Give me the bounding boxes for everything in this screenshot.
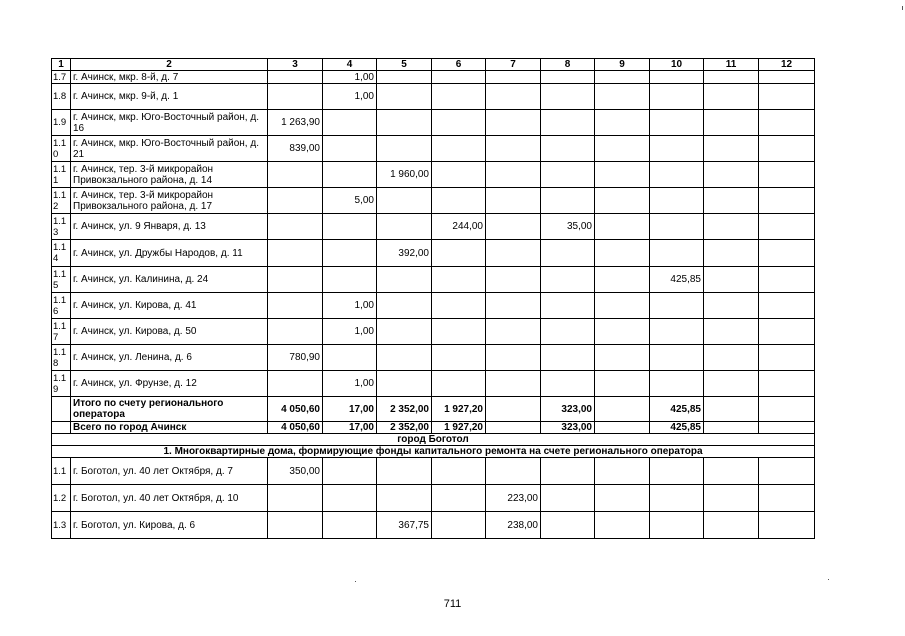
- value-cell-col-10: [650, 162, 704, 188]
- value-cell-col-7: [486, 458, 541, 485]
- table-row: [52, 188, 815, 214]
- value-cell-col-4: [323, 345, 377, 371]
- value-cell-col-3: [268, 240, 323, 267]
- value-cell-col-11: [704, 110, 759, 136]
- address-cell: г. Ачинск, ул. Кирова, д. 50: [71, 319, 268, 345]
- section-heading-row: [52, 446, 815, 458]
- value-cell-col-11: [704, 485, 759, 512]
- value-cell-col-4: 17,00: [323, 397, 377, 422]
- value-cell-col-3: 4 050,60: [268, 422, 323, 434]
- value-cell-col-8: [541, 162, 595, 188]
- value-cell-col-5: 1 960,00: [377, 162, 432, 188]
- value-cell-col-12: [759, 214, 815, 240]
- value-cell-col-8: 323,00: [541, 397, 595, 422]
- address-cell: Всего по город Ачинск: [71, 422, 268, 434]
- column-header-9: 9: [595, 59, 650, 71]
- value-cell-col-9: [595, 512, 650, 539]
- value-cell-col-8: [541, 267, 595, 293]
- column-header-5: 5: [377, 59, 432, 71]
- value-cell-col-6: 1 927,20: [432, 422, 486, 434]
- scan-mark: [828, 579, 829, 580]
- value-cell-col-12: [759, 319, 815, 345]
- column-header-10: 10: [650, 59, 704, 71]
- value-cell-col-3: 350,00: [268, 458, 323, 485]
- value-cell-col-7: [486, 162, 541, 188]
- value-cell-col-12: [759, 110, 815, 136]
- value-cell-col-8: [541, 188, 595, 214]
- value-cell-col-11: [704, 293, 759, 319]
- value-cell-col-9: [595, 240, 650, 267]
- value-cell-col-7: [486, 71, 541, 84]
- value-cell-col-11: [704, 240, 759, 267]
- value-cell-col-6: [432, 162, 486, 188]
- value-cell-col-4: [323, 162, 377, 188]
- value-cell-col-3: 839,00: [268, 136, 323, 162]
- value-cell-col-9: [595, 71, 650, 84]
- address-cell: Итого по счету регионального оператора: [71, 397, 268, 422]
- value-cell-col-6: [432, 110, 486, 136]
- address-cell: г. Ачинск, тер. 3-й микрорайон Привокзального района, д. 17: [71, 188, 268, 214]
- value-cell-col-5: [377, 293, 432, 319]
- table-row: [52, 267, 815, 293]
- value-cell-col-6: [432, 71, 486, 84]
- row-index-cell: 1.1 8: [52, 345, 71, 371]
- row-index-cell: 1.1 1: [52, 162, 71, 188]
- value-cell-col-5: 2 352,00: [377, 397, 432, 422]
- value-cell-col-5: [377, 345, 432, 371]
- value-cell-col-12: [759, 422, 815, 434]
- capital-repair-table: [51, 58, 815, 539]
- value-cell-col-9: [595, 371, 650, 397]
- value-cell-col-4: [323, 267, 377, 293]
- value-cell-col-6: [432, 240, 486, 267]
- value-cell-col-3: [268, 188, 323, 214]
- value-cell-col-9: [595, 293, 650, 319]
- row-index-cell: 1.1 3: [52, 214, 71, 240]
- value-cell-col-12: [759, 240, 815, 267]
- address-cell: г. Ачинск, ул. Кирова, д. 41: [71, 293, 268, 319]
- value-cell-col-8: [541, 71, 595, 84]
- value-cell-col-12: [759, 512, 815, 539]
- value-cell-col-3: [268, 214, 323, 240]
- value-cell-col-12: [759, 188, 815, 214]
- value-cell-col-7: [486, 188, 541, 214]
- value-cell-col-12: [759, 345, 815, 371]
- address-cell: г. Ачинск, ул. Фрунзе, д. 12: [71, 371, 268, 397]
- value-cell-col-10: [650, 240, 704, 267]
- table-row: [52, 110, 815, 136]
- value-cell-col-9: [595, 84, 650, 110]
- table-row: [52, 293, 815, 319]
- value-cell-col-6: [432, 319, 486, 345]
- value-cell-col-9: [595, 319, 650, 345]
- value-cell-col-4: 5,00: [323, 188, 377, 214]
- address-cell: г. Ачинск, мкр. Юго-Восточный район, д. 21: [71, 136, 268, 162]
- value-cell-col-3: [268, 293, 323, 319]
- value-cell-col-6: [432, 371, 486, 397]
- row-index-cell: [52, 397, 71, 422]
- value-cell-col-8: 323,00: [541, 422, 595, 434]
- value-cell-col-8: [541, 345, 595, 371]
- value-cell-col-6: [432, 84, 486, 110]
- value-cell-col-4: [323, 512, 377, 539]
- value-cell-col-8: [541, 293, 595, 319]
- address-cell: г. Ачинск, мкр. 8-й, д. 7: [71, 71, 268, 84]
- value-cell-col-7: [486, 84, 541, 110]
- value-cell-col-8: [541, 136, 595, 162]
- value-cell-col-3: [268, 267, 323, 293]
- value-cell-col-3: [268, 512, 323, 539]
- address-cell: г. Боготол, ул. 40 лет Октября, д. 7: [71, 458, 268, 485]
- value-cell-col-10: [650, 136, 704, 162]
- value-cell-col-7: [486, 136, 541, 162]
- value-cell-col-6: 244,00: [432, 214, 486, 240]
- value-cell-col-4: 1,00: [323, 371, 377, 397]
- value-cell-col-9: [595, 214, 650, 240]
- value-cell-col-8: [541, 84, 595, 110]
- column-header-6: 6: [432, 59, 486, 71]
- value-cell-col-8: [541, 240, 595, 267]
- table-row: [52, 485, 815, 512]
- value-cell-col-8: [541, 512, 595, 539]
- value-cell-col-5: 367,75: [377, 512, 432, 539]
- column-header-3: 3: [268, 59, 323, 71]
- city-heading-row: [52, 434, 815, 446]
- row-index-cell: 1.9: [52, 110, 71, 136]
- value-cell-col-10: [650, 188, 704, 214]
- address-cell: г. Боготол, ул. 40 лет Октября, д. 10: [71, 485, 268, 512]
- value-cell-col-9: [595, 422, 650, 434]
- column-number-header: [52, 59, 815, 71]
- value-cell-col-6: [432, 512, 486, 539]
- column-header-7: 7: [486, 59, 541, 71]
- value-cell-col-5: [377, 267, 432, 293]
- row-index-cell: 1.1 4: [52, 240, 71, 267]
- value-cell-col-5: [377, 371, 432, 397]
- value-cell-col-10: 425,85: [650, 267, 704, 293]
- address-cell: г. Ачинск, мкр. Юго-Восточный район, д. 16: [71, 110, 268, 136]
- row-index-cell: 1.1 2: [52, 188, 71, 214]
- value-cell-col-10: [650, 71, 704, 84]
- value-cell-col-7: [486, 371, 541, 397]
- value-cell-col-10: [650, 371, 704, 397]
- address-cell: г. Ачинск, ул. Дружбы Народов, д. 11: [71, 240, 268, 267]
- value-cell-col-11: [704, 71, 759, 84]
- value-cell-col-9: [595, 110, 650, 136]
- table-row: [52, 319, 815, 345]
- value-cell-col-7: [486, 293, 541, 319]
- value-cell-col-8: [541, 458, 595, 485]
- value-cell-col-7: 238,00: [486, 512, 541, 539]
- value-cell-col-3: 4 050,60: [268, 397, 323, 422]
- table-row: [52, 84, 815, 110]
- value-cell-col-4: 1,00: [323, 71, 377, 84]
- table-row: [52, 214, 815, 240]
- section-heading: 1. Многоквартирные дома, формирующие фонды капитального ремонта на счете регионального оператора: [52, 446, 815, 458]
- value-cell-col-7: 223,00: [486, 485, 541, 512]
- value-cell-col-11: [704, 162, 759, 188]
- value-cell-col-10: 425,85: [650, 397, 704, 422]
- column-header-4: 4: [323, 59, 377, 71]
- table-row: [52, 371, 815, 397]
- value-cell-col-4: 1,00: [323, 319, 377, 345]
- value-cell-col-6: 1 927,20: [432, 397, 486, 422]
- value-cell-col-5: [377, 188, 432, 214]
- value-cell-col-10: [650, 110, 704, 136]
- column-header-12: 12: [759, 59, 815, 71]
- value-cell-col-7: [486, 422, 541, 434]
- scan-mark: [902, 6, 903, 10]
- value-cell-col-10: [650, 293, 704, 319]
- value-cell-col-6: [432, 345, 486, 371]
- value-cell-col-12: [759, 485, 815, 512]
- value-cell-col-7: [486, 345, 541, 371]
- value-cell-col-11: [704, 512, 759, 539]
- value-cell-col-7: [486, 319, 541, 345]
- address-cell: г. Ачинск, ул. Калинина, д. 24: [71, 267, 268, 293]
- value-cell-col-8: [541, 110, 595, 136]
- value-cell-col-3: [268, 162, 323, 188]
- table-row: [52, 136, 815, 162]
- total-row: [52, 422, 815, 434]
- value-cell-col-12: [759, 397, 815, 422]
- value-cell-col-7: [486, 267, 541, 293]
- value-cell-col-9: [595, 162, 650, 188]
- table-row: [52, 71, 815, 84]
- scan-mark: [355, 581, 356, 582]
- value-cell-col-9: [595, 458, 650, 485]
- value-cell-col-5: [377, 319, 432, 345]
- address-cell: г. Ачинск, тер. 3-й микрорайон Привокзального района, д. 14: [71, 162, 268, 188]
- value-cell-col-6: [432, 267, 486, 293]
- value-cell-col-3: [268, 84, 323, 110]
- value-cell-col-5: [377, 110, 432, 136]
- value-cell-col-11: [704, 214, 759, 240]
- value-cell-col-4: [323, 485, 377, 512]
- value-cell-col-5: [377, 136, 432, 162]
- value-cell-col-11: [704, 397, 759, 422]
- value-cell-col-3: [268, 485, 323, 512]
- row-index-cell: 1.1 6: [52, 293, 71, 319]
- value-cell-col-6: [432, 136, 486, 162]
- document-table-container: [51, 58, 815, 539]
- value-cell-col-12: [759, 84, 815, 110]
- value-cell-col-3: 1 263,90: [268, 110, 323, 136]
- value-cell-col-11: [704, 458, 759, 485]
- value-cell-col-11: [704, 319, 759, 345]
- value-cell-col-3: [268, 319, 323, 345]
- address-cell: г. Ачинск, ул. 9 Января, д. 13: [71, 214, 268, 240]
- value-cell-col-5: [377, 84, 432, 110]
- value-cell-col-11: [704, 136, 759, 162]
- address-cell: г. Боготол, ул. Кирова, д. 6: [71, 512, 268, 539]
- table-row: [52, 512, 815, 539]
- value-cell-col-12: [759, 162, 815, 188]
- value-cell-col-4: 1,00: [323, 84, 377, 110]
- value-cell-col-8: 35,00: [541, 214, 595, 240]
- row-index-cell: 1.1 5: [52, 267, 71, 293]
- value-cell-col-7: [486, 240, 541, 267]
- value-cell-col-9: [595, 267, 650, 293]
- address-cell: г. Ачинск, мкр. 9-й, д. 1: [71, 84, 268, 110]
- value-cell-col-10: [650, 458, 704, 485]
- value-cell-col-4: [323, 458, 377, 485]
- value-cell-col-12: [759, 371, 815, 397]
- value-cell-col-7: [486, 214, 541, 240]
- value-cell-col-11: [704, 422, 759, 434]
- value-cell-col-12: [759, 458, 815, 485]
- value-cell-col-10: [650, 214, 704, 240]
- value-cell-col-11: [704, 84, 759, 110]
- value-cell-col-3: [268, 71, 323, 84]
- value-cell-col-12: [759, 71, 815, 84]
- table-body: [52, 59, 815, 539]
- value-cell-col-5: 392,00: [377, 240, 432, 267]
- value-cell-col-9: [595, 136, 650, 162]
- value-cell-col-8: [541, 319, 595, 345]
- value-cell-col-4: [323, 136, 377, 162]
- row-index-cell: 1.1: [52, 458, 71, 485]
- value-cell-col-6: [432, 293, 486, 319]
- value-cell-col-10: [650, 319, 704, 345]
- row-index-cell: [52, 422, 71, 434]
- value-cell-col-7: [486, 110, 541, 136]
- value-cell-col-12: [759, 136, 815, 162]
- value-cell-col-10: [650, 84, 704, 110]
- city-heading: город Боготол: [52, 434, 815, 446]
- value-cell-col-9: [595, 397, 650, 422]
- value-cell-col-4: [323, 110, 377, 136]
- value-cell-col-5: [377, 485, 432, 512]
- value-cell-col-11: [704, 345, 759, 371]
- page-number: 711: [443, 598, 462, 610]
- table-row: [52, 240, 815, 267]
- table-row: [52, 162, 815, 188]
- value-cell-col-4: [323, 240, 377, 267]
- value-cell-col-7: [486, 397, 541, 422]
- row-index-cell: 1.3: [52, 512, 71, 539]
- value-cell-col-12: [759, 293, 815, 319]
- value-cell-col-10: 425,85: [650, 422, 704, 434]
- column-header-8: 8: [541, 59, 595, 71]
- subtotal-row: [52, 397, 815, 422]
- value-cell-col-4: [323, 214, 377, 240]
- row-index-cell: 1.1 0: [52, 136, 71, 162]
- value-cell-col-6: [432, 485, 486, 512]
- value-cell-col-11: [704, 267, 759, 293]
- value-cell-col-8: [541, 371, 595, 397]
- value-cell-col-5: [377, 71, 432, 84]
- address-cell: г. Ачинск, ул. Ленина, д. 6: [71, 345, 268, 371]
- value-cell-col-11: [704, 188, 759, 214]
- value-cell-col-6: [432, 188, 486, 214]
- table-row: [52, 458, 815, 485]
- value-cell-col-12: [759, 267, 815, 293]
- row-index-cell: 1.2: [52, 485, 71, 512]
- table-row: [52, 345, 815, 371]
- value-cell-col-11: [704, 371, 759, 397]
- value-cell-col-4: 17,00: [323, 422, 377, 434]
- value-cell-col-10: [650, 485, 704, 512]
- value-cell-col-4: 1,00: [323, 293, 377, 319]
- column-header-11: 11: [704, 59, 759, 71]
- column-header-2: 2: [71, 59, 268, 71]
- value-cell-col-10: [650, 345, 704, 371]
- value-cell-col-9: [595, 485, 650, 512]
- value-cell-col-9: [595, 188, 650, 214]
- value-cell-col-3: [268, 371, 323, 397]
- value-cell-col-5: [377, 458, 432, 485]
- column-header-1: 1: [52, 59, 71, 71]
- row-index-cell: 1.7: [52, 71, 71, 84]
- value-cell-col-6: [432, 458, 486, 485]
- value-cell-col-8: [541, 485, 595, 512]
- row-index-cell: 1.1 9: [52, 371, 71, 397]
- value-cell-col-5: 2 352,00: [377, 422, 432, 434]
- row-index-cell: 1.8: [52, 84, 71, 110]
- value-cell-col-10: [650, 512, 704, 539]
- value-cell-col-3: 780,90: [268, 345, 323, 371]
- value-cell-col-9: [595, 345, 650, 371]
- row-index-cell: 1.1 7: [52, 319, 71, 345]
- value-cell-col-5: [377, 214, 432, 240]
